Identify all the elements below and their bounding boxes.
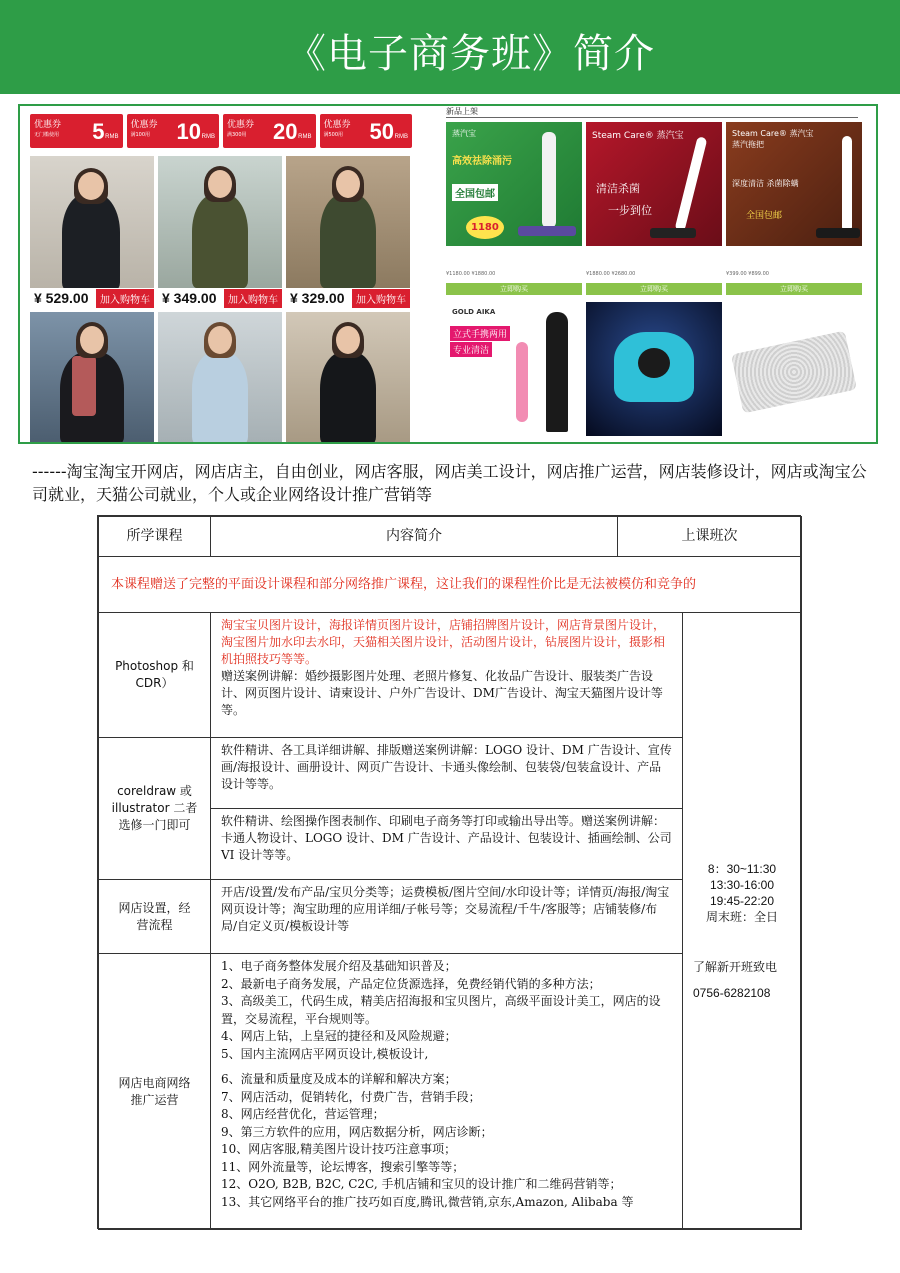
mop-head-icon	[816, 228, 860, 238]
coupon-unit: RMB	[201, 134, 215, 140]
product-caption: ¥1880.00 ¥2680.00	[586, 271, 636, 277]
product-card[interactable]	[726, 302, 862, 436]
steam-mop-icon	[675, 136, 708, 232]
header-banner	[0, 0, 900, 94]
coupon-title: 优惠券	[227, 120, 255, 130]
coupon-title: 优惠券	[130, 120, 158, 130]
promotion-list-a	[221, 958, 672, 1063]
schedule-time: 19:45-22:20	[709, 894, 775, 908]
list-item: 10、网店客服,精美图片设计技巧注意事项；	[221, 1142, 457, 1156]
coupon-sub: 满500用	[323, 132, 344, 138]
price: ¥ 349.00	[162, 290, 217, 306]
coupon[interactable]	[127, 114, 220, 148]
product-photo[interactable]	[286, 156, 410, 288]
mop-head-icon	[650, 228, 696, 238]
list-item: 3、高级美工，代码生成，精美店招海报和宝贝图片，高级平面设计美工，网店的设置，交易流程，平台规则等。	[221, 994, 661, 1026]
content-illustrator: 软件精讲、绘图操作图表制作、印刷电子商务等打印或输出导出等。赠送案例讲解：卡通人物设计、LOGO 设计、DM 广告设计、产品设计、包装设计、插画绘制、公司 VI 设计等等。	[210, 808, 683, 880]
notice-row: 本课程赠送了完整的平面设计课程和部分网络推广课程，这让我们的课程性价比是无法被模仿和竞争的	[98, 556, 802, 613]
schedule-cell	[682, 612, 802, 1230]
product-brand: 蒸汽宝	[452, 129, 476, 138]
product-tagline: 一步到位	[608, 204, 652, 217]
product-tagline: 全国包邮	[452, 184, 498, 201]
product-photo[interactable]	[158, 156, 282, 288]
course-table	[97, 515, 801, 1229]
content-coreldraw: 软件精讲、各工具详细讲解、排版赠送案例讲解：LOGO 设计、DM 广告设计、宣传画/海报设计、画册设计、网页广告设计、卡通头像绘制、包装袋/包装盒设计、产品设计等等。	[210, 737, 683, 809]
product-caption: ¥1180.00 ¥1880.00	[446, 271, 496, 277]
course-promotion: 网店电商网络推广运营	[98, 953, 211, 1230]
photoshop-bonus-cases: 赠送案例讲解：婚纱摄影图片处理、老照片修复、化妆品广告设计、服装类广告设计、网页图片设计、请柬设计、户外广告设计、DM广告设计、淘宝天猫图片设计等等。	[221, 669, 663, 717]
buy-now-button[interactable]: 立即购买	[586, 283, 722, 295]
photoshop-main-topics: 淘宝宝贝图片设计，海报详情页图片设计，店铺招牌图片设计，网店背景图片设计，淘宝图片加水印去水印，天猫相关图片设计，活动图片设计，钻展图片设计，摄影相机拍照技巧等等。	[221, 618, 666, 666]
steam-mop-icon	[542, 132, 556, 228]
header-schedule: 上课班次	[617, 516, 802, 557]
coupon-unit: RMB	[105, 134, 119, 140]
product-photo[interactable]	[286, 312, 410, 442]
coupon-value: 10	[176, 119, 201, 144]
product-brand: GOLD AIKA	[452, 308, 496, 316]
product-headline: 立式手携两用	[450, 326, 510, 341]
add-to-cart-button[interactable]: 加入购物车	[224, 289, 282, 308]
product-card[interactable]	[586, 122, 722, 246]
coupon-value: 50	[369, 119, 394, 144]
buy-now-button[interactable]: 立即购买	[446, 283, 582, 295]
product-headline: 清洁杀菌	[596, 182, 640, 195]
mop-pad-icon	[731, 331, 857, 414]
promotion-list-b	[221, 1071, 672, 1211]
coupon[interactable]	[30, 114, 123, 148]
header-content: 内容简介	[210, 516, 618, 557]
coupon[interactable]	[223, 114, 316, 148]
product-card[interactable]	[446, 302, 582, 436]
hero-collage	[18, 104, 878, 444]
contact-phone[interactable]: 0756-6282108	[693, 986, 771, 1000]
product-card[interactable]	[726, 122, 862, 246]
mite-vacuum-icon	[638, 348, 670, 378]
list-item: 2、最新电子商务发展，产品定位货源选择，免费经销代销的多种方法；	[221, 976, 601, 991]
list-item: 1、电子商务整体发展介绍及基础知识普及；	[221, 959, 457, 973]
coupon-value: 20	[273, 119, 298, 144]
product-brand: Steam Care® 蒸汽宝	[592, 131, 684, 141]
course-coreldraw: coreldraw 或 illustrator 二者选修一门即可	[98, 737, 211, 880]
coupon-unit: RMB	[394, 134, 408, 140]
content-photoshop	[210, 612, 683, 738]
list-item: 12、O2O, B2B, B2C, C2C, 手机店铺和宝贝的设计推广和二维码营销等；	[221, 1177, 622, 1191]
mop-head-icon	[518, 226, 576, 236]
product-caption: ¥399.00 ¥899.00	[726, 271, 769, 277]
price-bar	[286, 289, 410, 307]
product-photo[interactable]	[30, 312, 154, 442]
price-bar	[30, 289, 154, 307]
content-shop-setup: 开店/设置/发布产品/宝贝分类等；运费模板/图片空间/水印设计等；详情页/海报/淘宝网页设计等；淘宝助理的应用详细/子帐号等；交易流程/千牛/客服等；店铺装修/布局/自定义页/模板设计等	[210, 879, 683, 954]
product-card[interactable]	[586, 302, 722, 436]
divider	[446, 117, 858, 118]
course-photoshop: Photoshop 和 CDR）	[98, 612, 211, 738]
list-item: 9、第三方软件的应用，网店数据分析，网店诊断；	[221, 1124, 493, 1139]
person-silhouette-icon	[546, 312, 568, 432]
list-item: 13、其它网络平台的推广技巧如百度,腾讯,微营销,京东,Amazon, Alibaba 等	[221, 1194, 634, 1209]
product-photo[interactable]	[30, 156, 154, 288]
price-bar	[158, 289, 282, 307]
coupon-sub: 满100用	[130, 132, 151, 138]
content-promotion	[210, 953, 683, 1230]
add-to-cart-button[interactable]: 加入购物车	[96, 289, 154, 308]
header-course: 所学课程	[98, 516, 211, 557]
vacuum-icon	[516, 342, 528, 422]
list-item: 6、流量和质量度及成本的详解和解决方案；	[221, 1072, 457, 1086]
product-photo[interactable]	[158, 312, 282, 442]
new-arrivals-label: 新品上架	[446, 107, 478, 116]
schedule-time: 8：30~11:30	[707, 862, 777, 876]
product-brand: Steam Care® 蒸汽宝 蒸汽拖把	[732, 129, 814, 149]
coupon-strip	[30, 114, 412, 148]
intro-text: ------淘宝淘宝开网店，网店店主，自由创业，网店客服，网店美工设计，网店推广运营，网店装修设计，网店或淘宝公司就业，天猫公司就业，个人或企业网络设计推广营销等	[32, 462, 867, 504]
price: ¥ 529.00	[34, 290, 89, 306]
list-item: 8、网店经营优化，营运管理；	[221, 1107, 385, 1121]
product-tagline: 全国包邮	[746, 211, 783, 221]
add-to-cart-button[interactable]: 加入购物车	[352, 289, 410, 308]
steam-mop-icon	[842, 136, 852, 232]
coupon-unit: RMB	[298, 134, 312, 140]
product-headline: 深度清洁 杀菌除螨	[732, 179, 799, 188]
course-shop-setup: 网店设置，经营流程	[98, 879, 211, 954]
page-title: 《电子商务班》简介	[286, 31, 655, 77]
list-item: 7、网店活动，促销转化，付费广告，营销手段；	[221, 1089, 481, 1104]
schedule-time: 周末班：全日	[705, 910, 778, 924]
schedule-time: 13:30-16:00	[709, 878, 775, 892]
list-item: 4、网店上钻，上皇冠的捷径和及风险规避；	[221, 1029, 457, 1043]
price: ¥ 329.00	[290, 290, 345, 306]
coupon[interactable]	[320, 114, 413, 148]
coupon-title: 优惠券	[34, 120, 62, 130]
list-item: 5、国内主流网店平网页设计,模板设计,	[221, 1046, 429, 1061]
schedule-times	[683, 861, 801, 925]
product-headline: 高效祛除涌污	[452, 156, 512, 167]
buy-now-button[interactable]: 立即购买	[726, 283, 862, 295]
coupon-value: 5	[92, 119, 105, 144]
product-card[interactable]	[446, 122, 582, 246]
product-tagline: 专业清洁	[450, 342, 492, 357]
coupon-sub: 满300用	[227, 132, 247, 138]
contact-label: 了解新开班致电	[693, 960, 778, 974]
product-badge: 1180	[466, 216, 504, 239]
coupon-title: 优惠券	[323, 120, 351, 130]
list-item: 11、网外流量等，论坛博客，搜索引擎等等；	[221, 1159, 465, 1174]
coupon-sub: 无门槛使用	[34, 132, 60, 138]
